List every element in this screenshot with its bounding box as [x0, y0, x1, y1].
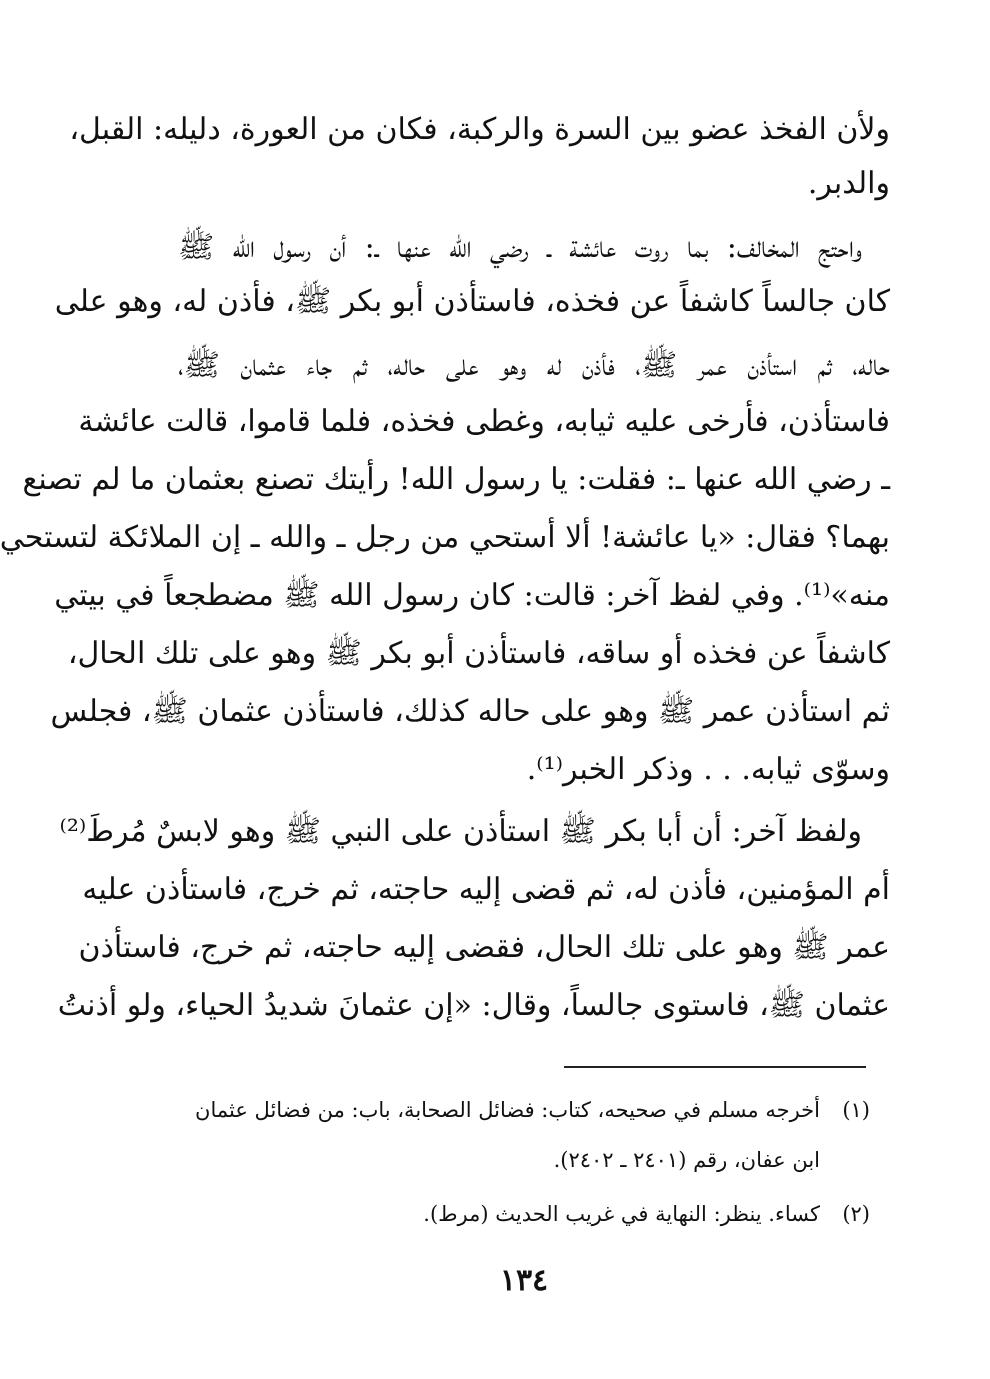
body-line-9: منه»⁽¹⁾. وفي لفظ آخر: قالت: كان رسول الله ﷺ مضطجعاً في بيتي	[54, 578, 890, 613]
page-number: ١٣٤	[499, 1263, 549, 1298]
body-line-3: واحتج المخالف: بما روت عائشة ـ رضي الله عنها ـ: أن رسول الله ﷺ	[178, 230, 862, 265]
body-line-11: ثم استأذن عمر ﷺ وهو على حاله كذلك، فاستأذن عثمان ﷺ، فجلس	[50, 694, 890, 729]
footnote-1-continuation: ابن عفان، رقم (٢٤٠١ ـ ٢٤٠٢).	[553, 1148, 820, 1172]
body-line-1: ولأن الفخذ عضو بين السرة والركبة، فكان من العورة، دليله: القبل،	[69, 112, 890, 147]
body-line-2: والدبر.	[807, 166, 890, 201]
footnote-1-text: أخرجه مسلم في صحيحه، كتاب: فضائل الصحابة، باب: من فضائل عثمان	[195, 1098, 820, 1122]
body-line-5: حاله، ثم استأذن عمر ﷺ، فأذن له وهو على حاله، ثم جاء عثمان ﷺ،	[178, 348, 890, 383]
footnote-2	[178, 1196, 870, 1232]
body-line-16: عثمان ﷺ، فاستوى جالساً، وقال: «إن عثمانَ شديدُ الحياء، ولو أذنتُ	[57, 988, 890, 1023]
body-line-6: فاستأذن، فأرخى عليه ثيابه، وغطى فخذه، فلما قاموا، قالت عائشة	[78, 404, 890, 439]
body-line-12: وسوّى ثيابه. . . وذكر الخبر⁽¹⁾.	[526, 752, 890, 787]
body-line-13: ولفظ آخر: أن أبا بكر ﷺ استأذن على النبي ﷺ وهو لابسٌ مُرطَ⁽²⁾	[59, 814, 862, 849]
footnote-2-number: (٢)	[842, 1202, 870, 1226]
body-line-7: ـ رضي الله عنها ـ: فقلت: يا رسول الله! رأيتك تصنع بعثمان ما لم تصنع	[22, 462, 890, 497]
footnote-1	[178, 1092, 870, 1128]
body-line-14: أم المؤمنين، فأذن له، ثم قضى إليه حاجته، ثم خرج، فاستأذن عليه	[82, 872, 890, 907]
body-line-10: كاشفاً عن فخذه أو ساقه، فاستأذن أبو بكر ﷺ وهو على تلك الحال،	[67, 636, 890, 671]
footnote-1-number: (١)	[842, 1098, 870, 1122]
body-line-4: كان جالساً كاشفاً عن فخذه، فاستأذن أبو بكر ﷺ، فأذن له، وهو على	[54, 284, 890, 319]
footnote-separator	[564, 1066, 866, 1068]
footnote-2-text: كساء. ينظر: النهاية في غريب الحديث (مرط).	[423, 1202, 820, 1226]
body-line-8: بهما؟ فقال: «يا عائشة! ألا أستحي من رجل ـ والله ـ إن الملائكة لتستحي	[0, 520, 890, 555]
body-line-15: عمر ﷺ وهو على تلك الحال، فقضى إليه حاجته، ثم خرج، فاستأذن	[78, 930, 890, 965]
